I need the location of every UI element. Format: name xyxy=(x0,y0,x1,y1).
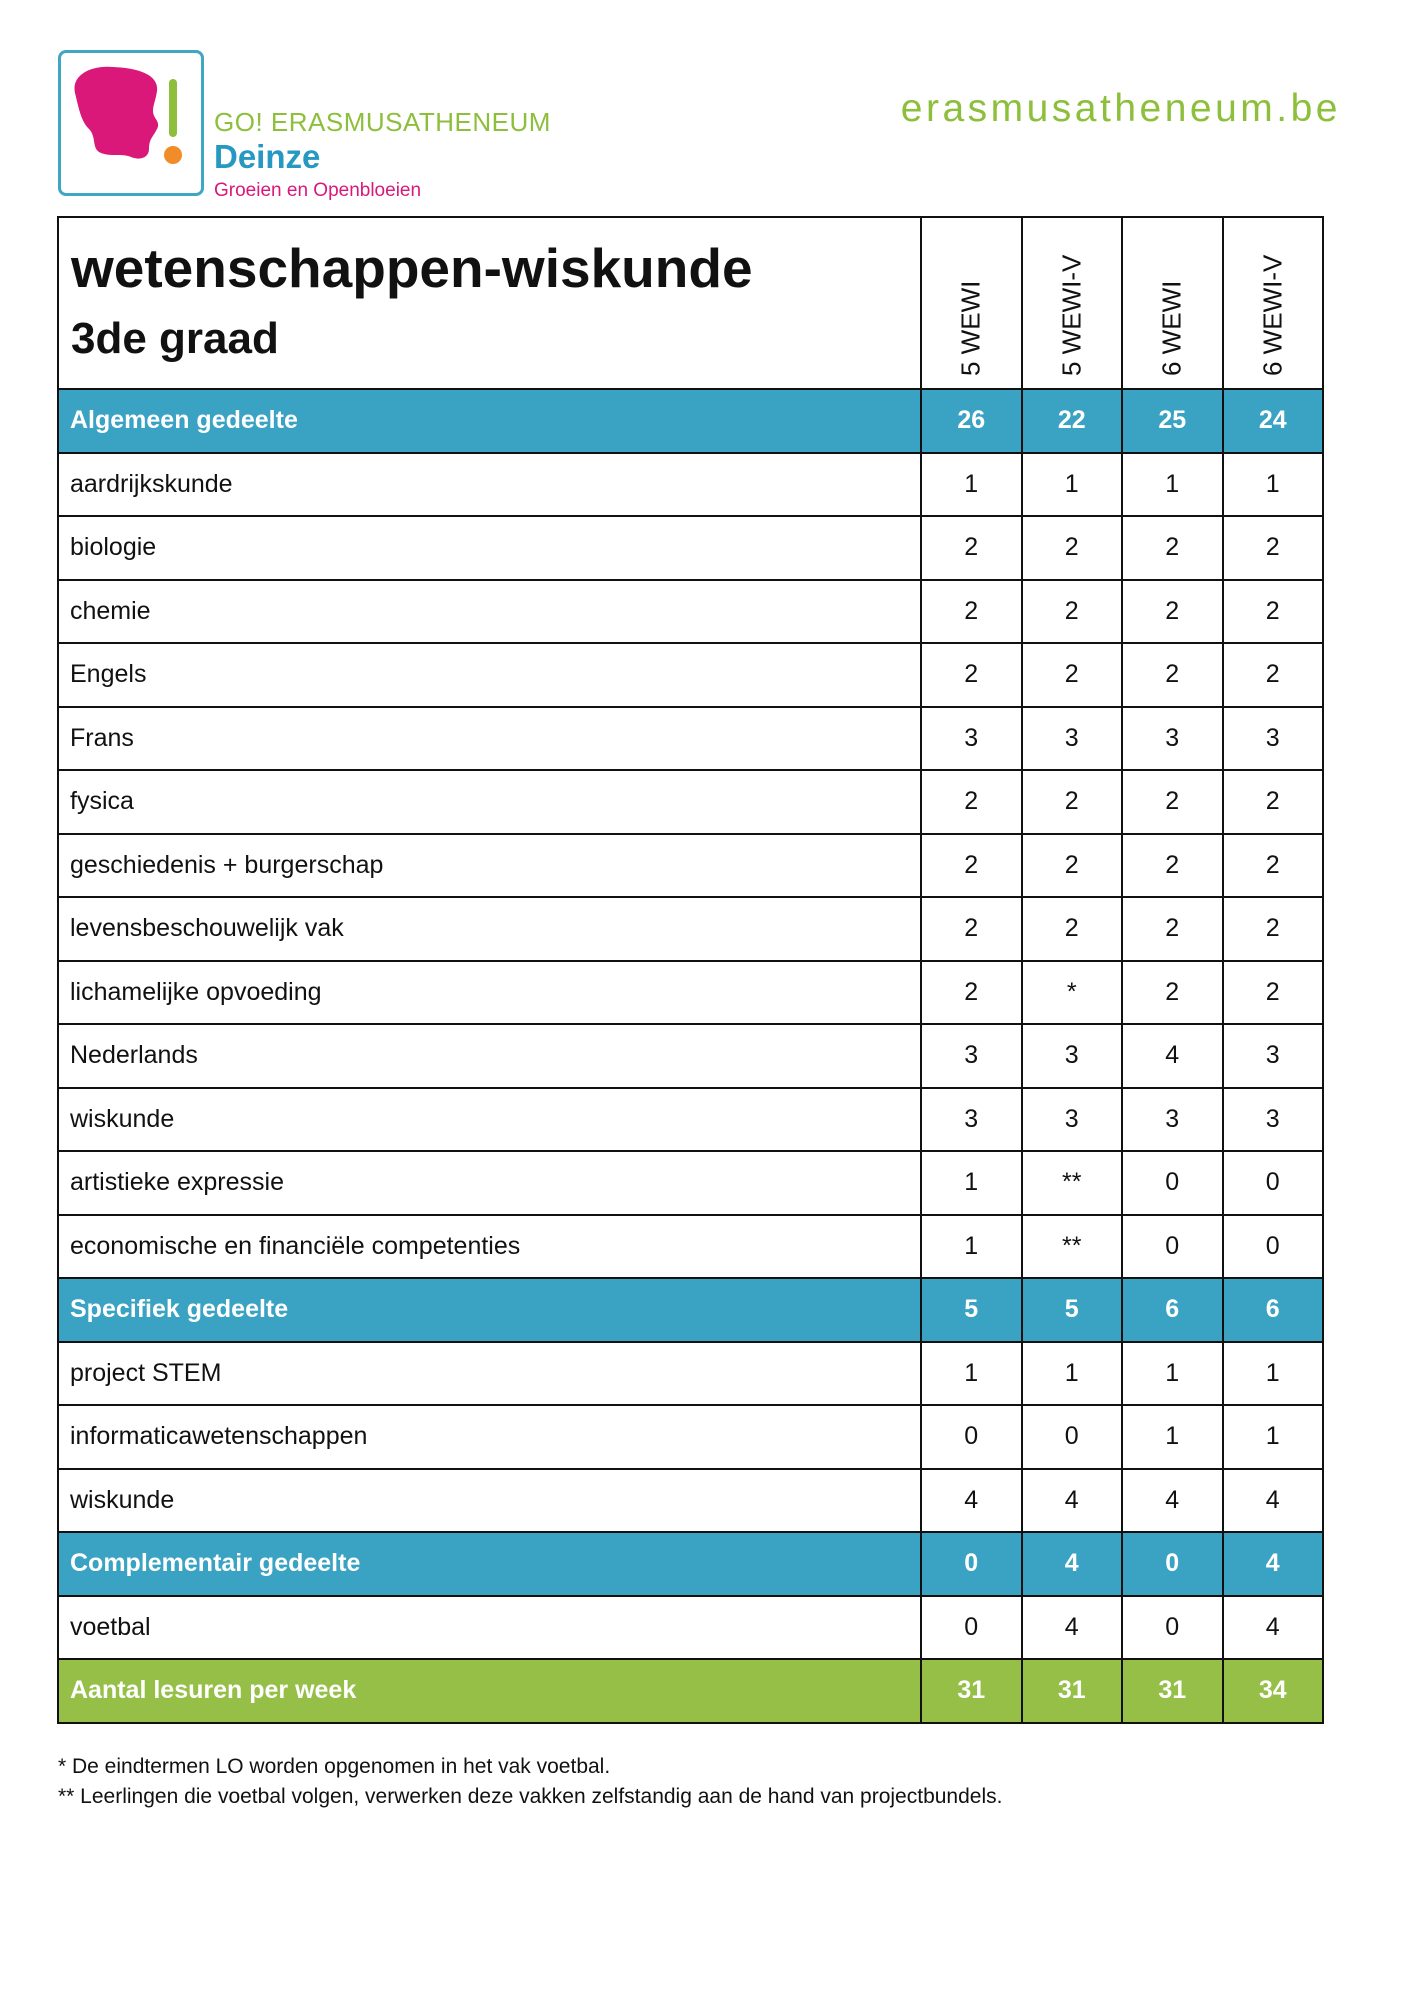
hours-cell: 2 xyxy=(1022,580,1123,644)
hours-cell: 1 xyxy=(1122,1405,1223,1469)
subject-name: levensbeschouwelijk vak xyxy=(58,897,921,961)
hours-cell: 1 xyxy=(1022,1342,1123,1406)
hours-cell: 6 xyxy=(1122,1278,1223,1342)
hours-cell: 3 xyxy=(1022,707,1123,771)
hours-cell: 2 xyxy=(921,643,1022,707)
website-url[interactable]: erasmusatheneum.be xyxy=(900,87,1341,130)
table-row xyxy=(58,516,1323,580)
hours-cell: 1 xyxy=(921,1215,1022,1279)
hours-cell: 2 xyxy=(921,516,1022,580)
hours-cell: 1 xyxy=(1122,1342,1223,1406)
hours-cell: 1 xyxy=(921,1151,1022,1215)
hours-cell: 0 xyxy=(1122,1532,1223,1596)
subject-name: fysica xyxy=(58,770,921,834)
subject-name: economische en financiële competenties xyxy=(58,1215,921,1279)
hours-cell: 1 xyxy=(1122,453,1223,517)
subject-name: voetbal xyxy=(58,1596,921,1660)
hours-cell: ** xyxy=(1022,1215,1123,1279)
table-row xyxy=(58,1088,1323,1152)
hours-cell: 2 xyxy=(1122,580,1223,644)
hours-cell: 5 xyxy=(921,1278,1022,1342)
logo-head-icon xyxy=(61,53,201,193)
subject-name: Algemeen gedeelte xyxy=(58,389,921,453)
hours-cell: 3 xyxy=(1223,707,1324,771)
hours-cell: 3 xyxy=(1122,1088,1223,1152)
hours-cell: 0 xyxy=(1122,1215,1223,1279)
subject-name: project STEM xyxy=(58,1342,921,1406)
hours-cell: 31 xyxy=(921,1659,1022,1723)
hours-cell: 2 xyxy=(921,770,1022,834)
hours-cell: 0 xyxy=(1122,1596,1223,1660)
hours-cell: 25 xyxy=(1122,389,1223,453)
table-row xyxy=(58,897,1323,961)
column-header-label: 6 WEWI-V xyxy=(1257,254,1288,376)
hours-cell: 3 xyxy=(1022,1024,1123,1088)
hours-cell: 2 xyxy=(1022,897,1123,961)
table-row xyxy=(58,1469,1323,1533)
hours-cell: 2 xyxy=(1022,643,1123,707)
hours-cell: 4 xyxy=(1022,1469,1123,1533)
hours-cell: 2 xyxy=(1223,897,1324,961)
hours-cell: 2 xyxy=(1022,834,1123,898)
subject-name: wiskunde xyxy=(58,1088,921,1152)
hours-cell: 4 xyxy=(1022,1532,1123,1596)
table-header-row xyxy=(58,217,1323,389)
hours-cell: 2 xyxy=(1122,770,1223,834)
table-row xyxy=(58,961,1323,1025)
hours-cell: 1 xyxy=(1223,1405,1324,1469)
hours-cell: ** xyxy=(1022,1151,1123,1215)
footnote: * De eindtermen LO worden opgenomen in het vak voetbal. xyxy=(58,1755,611,1778)
subject-name: biologie xyxy=(58,516,921,580)
school-logo xyxy=(58,50,204,196)
section-row xyxy=(58,1532,1323,1596)
hours-cell: 1 xyxy=(921,1342,1022,1406)
section-row xyxy=(58,389,1323,453)
hours-cell: 2 xyxy=(921,834,1022,898)
hours-cell: 0 xyxy=(1223,1151,1324,1215)
subject-name: informaticawetenschappen xyxy=(58,1405,921,1469)
hours-cell: 2 xyxy=(921,897,1022,961)
hours-cell: 3 xyxy=(1022,1088,1123,1152)
hours-cell: 2 xyxy=(1223,516,1324,580)
hours-cell: 0 xyxy=(1022,1405,1123,1469)
subject-name: lichamelijke opvoeding xyxy=(58,961,921,1025)
hours-cell: 3 xyxy=(1223,1088,1324,1152)
hours-cell: 1 xyxy=(1223,1342,1324,1406)
hours-cell: 4 xyxy=(1223,1596,1324,1660)
hours-cell: 2 xyxy=(1122,643,1223,707)
hours-cell: 26 xyxy=(921,389,1022,453)
curriculum-table xyxy=(57,216,1324,1724)
subject-name: artistieke expressie xyxy=(58,1151,921,1215)
table-row xyxy=(58,707,1323,771)
table-row xyxy=(58,580,1323,644)
hours-cell: 0 xyxy=(1223,1215,1324,1279)
hours-cell: 2 xyxy=(1223,580,1324,644)
hours-cell: 4 xyxy=(921,1469,1022,1533)
logo-school-name: GO! ERASMUSATHENEUM xyxy=(214,107,551,137)
logo-slogan: Groeien en Openbloeien xyxy=(214,180,422,201)
subject-name: Complementair gedeelte xyxy=(58,1532,921,1596)
table-row xyxy=(58,1596,1323,1660)
total-row xyxy=(58,1659,1323,1723)
hours-cell: 2 xyxy=(1223,770,1324,834)
hours-cell: * xyxy=(1022,961,1123,1025)
column-header xyxy=(1122,217,1223,389)
table-row xyxy=(58,453,1323,517)
hours-cell: 4 xyxy=(1223,1469,1324,1533)
hours-cell: 22 xyxy=(1022,389,1123,453)
page-subtitle: 3de graad xyxy=(71,314,279,363)
table-row xyxy=(58,1024,1323,1088)
hours-cell: 2 xyxy=(1122,516,1223,580)
hours-cell: 24 xyxy=(1223,389,1324,453)
hours-cell: 2 xyxy=(1122,961,1223,1025)
subject-name: Specifiek gedeelte xyxy=(58,1278,921,1342)
column-header xyxy=(1022,217,1123,389)
footnotes xyxy=(58,1752,1002,1812)
hours-cell: 2 xyxy=(1122,897,1223,961)
hours-cell: 0 xyxy=(921,1405,1022,1469)
column-header xyxy=(1223,217,1324,389)
table-row xyxy=(58,770,1323,834)
hours-cell: 3 xyxy=(1122,707,1223,771)
hours-cell: 2 xyxy=(1223,643,1324,707)
table-row xyxy=(58,1151,1323,1215)
hours-cell: 0 xyxy=(921,1532,1022,1596)
hours-cell: 4 xyxy=(1122,1024,1223,1088)
hours-cell: 31 xyxy=(1022,1659,1123,1723)
subject-name: wiskunde xyxy=(58,1469,921,1533)
hours-cell: 1 xyxy=(1223,453,1324,517)
subject-name: chemie xyxy=(58,580,921,644)
table-row xyxy=(58,1342,1323,1406)
hours-cell: 31 xyxy=(1122,1659,1223,1723)
table-row xyxy=(58,834,1323,898)
hours-cell: 4 xyxy=(1223,1532,1324,1596)
hours-cell: 4 xyxy=(1122,1469,1223,1533)
subject-name: Nederlands xyxy=(58,1024,921,1088)
section-row xyxy=(58,1278,1323,1342)
subject-name: Engels xyxy=(58,643,921,707)
footnote: ** Leerlingen die voetbal volgen, verwerken deze vakken zelfstandig aan de hand van projectbundels. xyxy=(58,1785,1003,1808)
hours-cell: 3 xyxy=(921,1024,1022,1088)
subject-name: Aantal lesuren per week xyxy=(58,1659,921,1723)
hours-cell: 4 xyxy=(1022,1596,1123,1660)
hours-cell: 0 xyxy=(1122,1151,1223,1215)
title-cell xyxy=(58,217,921,389)
hours-cell: 5 xyxy=(1022,1278,1123,1342)
subject-name: Frans xyxy=(58,707,921,771)
hours-cell: 34 xyxy=(1223,1659,1324,1723)
hours-cell: 3 xyxy=(921,707,1022,771)
hours-cell: 0 xyxy=(921,1596,1022,1660)
hours-cell: 2 xyxy=(921,961,1022,1025)
table-row xyxy=(58,643,1323,707)
hours-cell: 1 xyxy=(1022,453,1123,517)
hours-cell: 2 xyxy=(921,580,1022,644)
logo-city: Deinze xyxy=(214,138,321,175)
column-header-label: 6 WEWI xyxy=(1156,280,1187,376)
subject-name: aardrijkskunde xyxy=(58,453,921,517)
hours-cell: 6 xyxy=(1223,1278,1324,1342)
table-row xyxy=(58,1215,1323,1279)
hours-cell: 2 xyxy=(1022,770,1123,834)
hours-cell: 1 xyxy=(921,453,1022,517)
subject-name: geschiedenis + burgerschap xyxy=(58,834,921,898)
column-header-label: 5 WEWI xyxy=(955,280,986,376)
hours-cell: 3 xyxy=(921,1088,1022,1152)
table-row xyxy=(58,1405,1323,1469)
column-header-label: 5 WEWI-V xyxy=(1056,254,1087,376)
hours-cell: 2 xyxy=(1223,834,1324,898)
hours-cell: 3 xyxy=(1223,1024,1324,1088)
hours-cell: 2 xyxy=(1223,961,1324,1025)
hours-cell: 2 xyxy=(1022,516,1123,580)
column-header xyxy=(921,217,1022,389)
page-title: wetenschappen-wiskunde xyxy=(71,237,753,299)
hours-cell: 2 xyxy=(1122,834,1223,898)
